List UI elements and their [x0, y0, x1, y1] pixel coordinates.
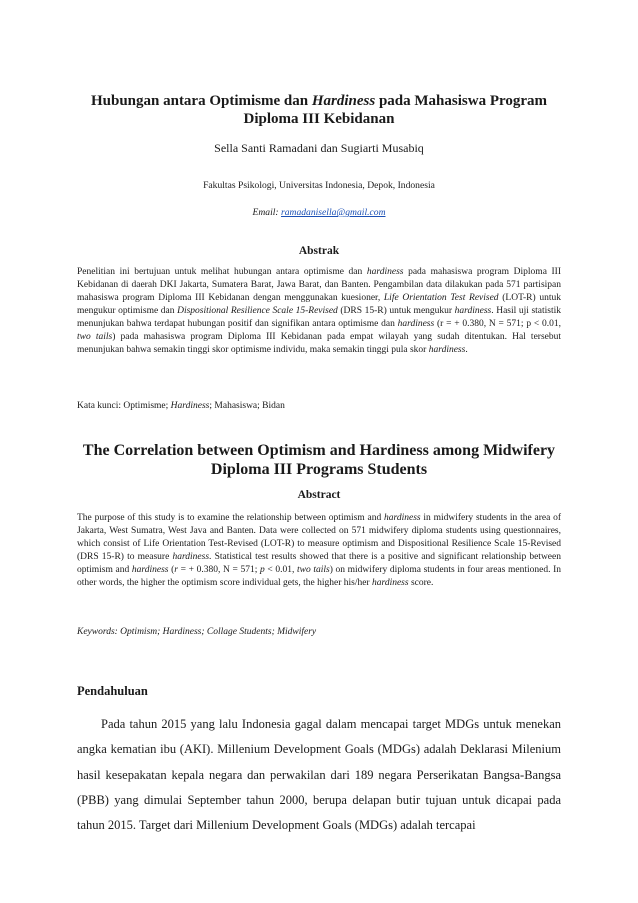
contact-email	[0, 207, 638, 218]
abstract-heading-indonesian: Abstrak	[298, 245, 340, 257]
keywords-english: Keywords: Optimism; Hardiness; Collage Students; Midwifery	[77, 627, 317, 637]
paper-title-indonesian	[60, 92, 578, 128]
title-text-line2: Diploma III Kebidanan	[243, 111, 395, 127]
section-heading: Pendahuluan	[77, 684, 148, 698]
title-text: Hubungan antara Optimisme dan	[90, 93, 312, 109]
paper-title-english	[60, 441, 578, 479]
email-label: Email:	[252, 207, 281, 218]
author-list: Sella Santi Ramadani dan Sugiarti Musabiq	[214, 141, 424, 155]
email-link[interactable]: ramadanisella@gmail.com	[281, 207, 386, 218]
abstract-heading-english: Abstract	[297, 489, 341, 501]
affiliation: Fakultas Psikologi, Universitas Indonesia, Depok, Indonesia	[203, 180, 435, 191]
abstract-english: The purpose of this study is to examine the relationship between optimism and hardiness in midwifery students in the area of Jakarta, West Sumatra, West Java and Banten. Data were collected on 571 midwifery diploma students using questionnaires, which consist of Life Orientation Test-Revised (LOT-R) to measure optimism and Dispositional Resilience Scale 15-Revised (DRS 15-R) to measure hardiness. Statistical test results showed that there is a positive and significant relationship between optimism and hardiness (r = + 0.380, N = 571; p < 0.01, two tails) on midwifery diploma students in four areas mentioned. In other words, the higher the optimism score individual gets, the higher his/her hardiness score.	[77, 513, 561, 588]
abstract-indonesian: Penelitian ini bertujuan untuk melihat hubungan antara optimisme dan hardiness pada mahasiswa program Diploma III Kebidanan di daerah DKI Jakarta, Sumatera Barat, Jawa Barat, dan Banten. Pengambilan data dilakukan pada 571 partisipan mahasiswa program Diploma III Kebidanan dengan menggunakan kuesioner, Life Orientation Test Revised (LOT-R) untuk mengukur optimisme dan Dispositional Resilience Scale 15-Revised (DRS 15-R) untuk mengukur hardiness. Hasil uji statistik menunjukan bahwa terdapat hubungan positif dan signifikan antara optimisme dan hardiness (r = + 0.380, N = 571; p < 0.01, two tails) pada mahasiswa program Diploma III Kebidanan pada empat wilayah yang sudah ditentukan. Hal tersebut menunjukan bahwa semakin tinggi skor optimisme individu, maka semakin tinggi pula skor hardiness.	[77, 267, 562, 355]
title-text: pada Mahasiswa Program	[375, 93, 548, 109]
title-text: The Correlation between Optimism and Hardiness among Midwifery	[82, 442, 556, 459]
title-emphasis: Hardiness	[311, 93, 376, 109]
title-text-line2: Diploma III Programs Students	[210, 461, 428, 478]
keywords-indonesian: Kata kunci: Optimisme; Hardiness; Mahasiswa; Bidan	[77, 401, 285, 411]
intro-paragraph: Pada tahun 2015 yang lalu Indonesia gagal dalam mencapai target MDGs untuk menekan angka kematian ibu (AKI). Millenium Development Goals (MDGs) adalah Deklarasi Milenium hasil kesepakatan kepala negara dan perwakilan dari 189 negara Perserikatan Bangsa-Bangsa (PBB) yang dimulai September tahun 2000, berupa delapan butir tujuan untuk dicapai pada tahun 2015. Target dari Millenium Development Goals (MDGs) adalah tercapai	[77, 717, 561, 833]
